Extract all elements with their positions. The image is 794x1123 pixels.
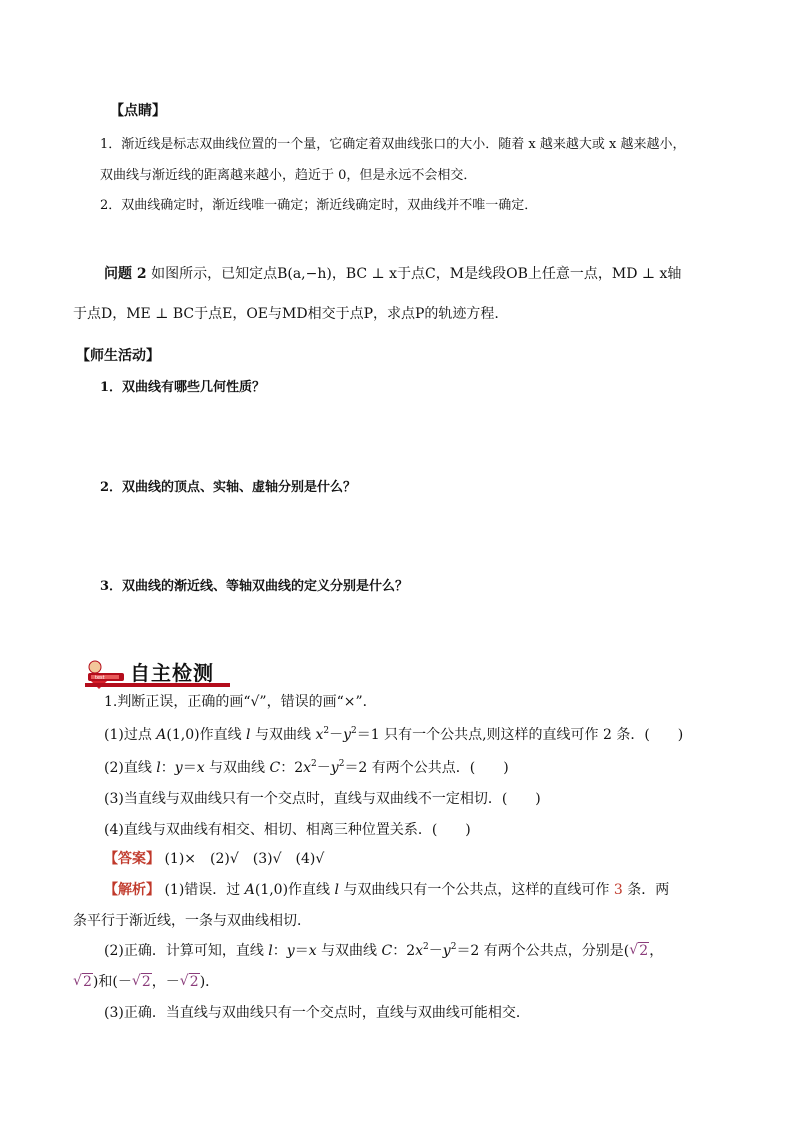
problem-2-label: 问题 2 bbox=[104, 266, 147, 282]
problem-2-text-1: 如图所示，已知定点B(a,−h)，BC ⊥ x于点C，M是线段OB上任意一点，MD ⊥ x轴 bbox=[151, 266, 682, 282]
activity-question-2: 2．双曲线的顶点、实轴、虚轴分别是什么？ bbox=[100, 480, 357, 495]
analysis-line-2: 条平行于渐近线，一条与双曲线相切． bbox=[73, 913, 311, 929]
dianjing-heading: 【点睛】 bbox=[110, 103, 166, 119]
dianjing-point-1-line-2: 双曲线与渐近线的距离越来越小，趋近于 0，但是永远不会相交． bbox=[100, 168, 477, 183]
problem-2-line-1 bbox=[104, 264, 681, 284]
exercise-item-3: (3)当直线与双曲线只有一个交点时，直线与双曲线不一定相切．( ) bbox=[104, 791, 541, 807]
sqrt-2: √ 2 bbox=[181, 972, 200, 992]
exercise-item-4: (4)直线与双曲线有相交、相切、相离三种位置关系．( ) bbox=[104, 822, 471, 838]
answer-text: (1)× (2)√ (3)√ (4)√ bbox=[160, 851, 325, 867]
sqrt-2: √ 2 bbox=[133, 972, 152, 992]
analysis-line-5: (3)正确．当直线与双曲线只有一个交点时，直线与双曲线可能相交． bbox=[104, 1005, 530, 1021]
answer-tag: 【答案】 bbox=[104, 851, 160, 867]
analysis-tag: 【解析】 bbox=[104, 882, 160, 898]
analysis-line-1: 【解析】 (1)错误．过 A(1,0)作直线 l 与双曲线只有一个公共点，这样的直线可作 3 条．两 bbox=[104, 882, 670, 898]
activity-heading: 【师生活动】 bbox=[76, 348, 160, 364]
analysis-line-3: (2)正确．计算可知，直线 l：y＝x 与双曲线 C：$2x^2-y^2=2$ 有两个公共点，分别是(√ 2， bbox=[104, 941, 663, 961]
dianjing-point-2: 2．双曲线确定时，渐近线唯一确定；渐近线确定时，双曲线并不唯一确定． bbox=[100, 198, 538, 213]
sqrt-2: √ 2 bbox=[74, 972, 93, 992]
exercise-intro: 1.判断正误，正确的画“√”，错误的画“×”． bbox=[104, 694, 377, 710]
svg-text:test: test bbox=[95, 675, 105, 681]
problem-2-line-2: 于点D，ME ⊥ BC于点E，OE与MD相交于点P，求点P的轨迹方程. bbox=[73, 306, 499, 322]
activity-question-1: 1．双曲线有哪些几何性质？ bbox=[100, 380, 266, 395]
answer-line bbox=[104, 849, 324, 869]
activity-question-3: 3．双曲线的渐近线、等轴双曲线的定义分别是什么？ bbox=[100, 579, 409, 594]
analysis-line-4: √ 2)和(－√ 2，－√ 2)． bbox=[73, 972, 219, 992]
self-check-title: 自主检测 bbox=[130, 661, 214, 685]
dianjing-point-1-line-1: 1．渐近线是标志双曲线位置的一个量，它确定着双曲线张口的大小．随着 x 越来越大或 x 越来越小， bbox=[100, 137, 686, 152]
exercise-item-2: (2)直线 l：y＝x 与双曲线 C：$2x^2-y^2=2$ 有两个公共点．( ) bbox=[104, 759, 509, 776]
sqrt-2: √ 2 bbox=[630, 941, 649, 961]
exercise-item-1: (1)过点 A(1,0)作直线 l 与双曲线 $x^2-y^2=1$ 只有一个公共点,则这样的直线可作 2 条．( ) bbox=[104, 726, 684, 743]
